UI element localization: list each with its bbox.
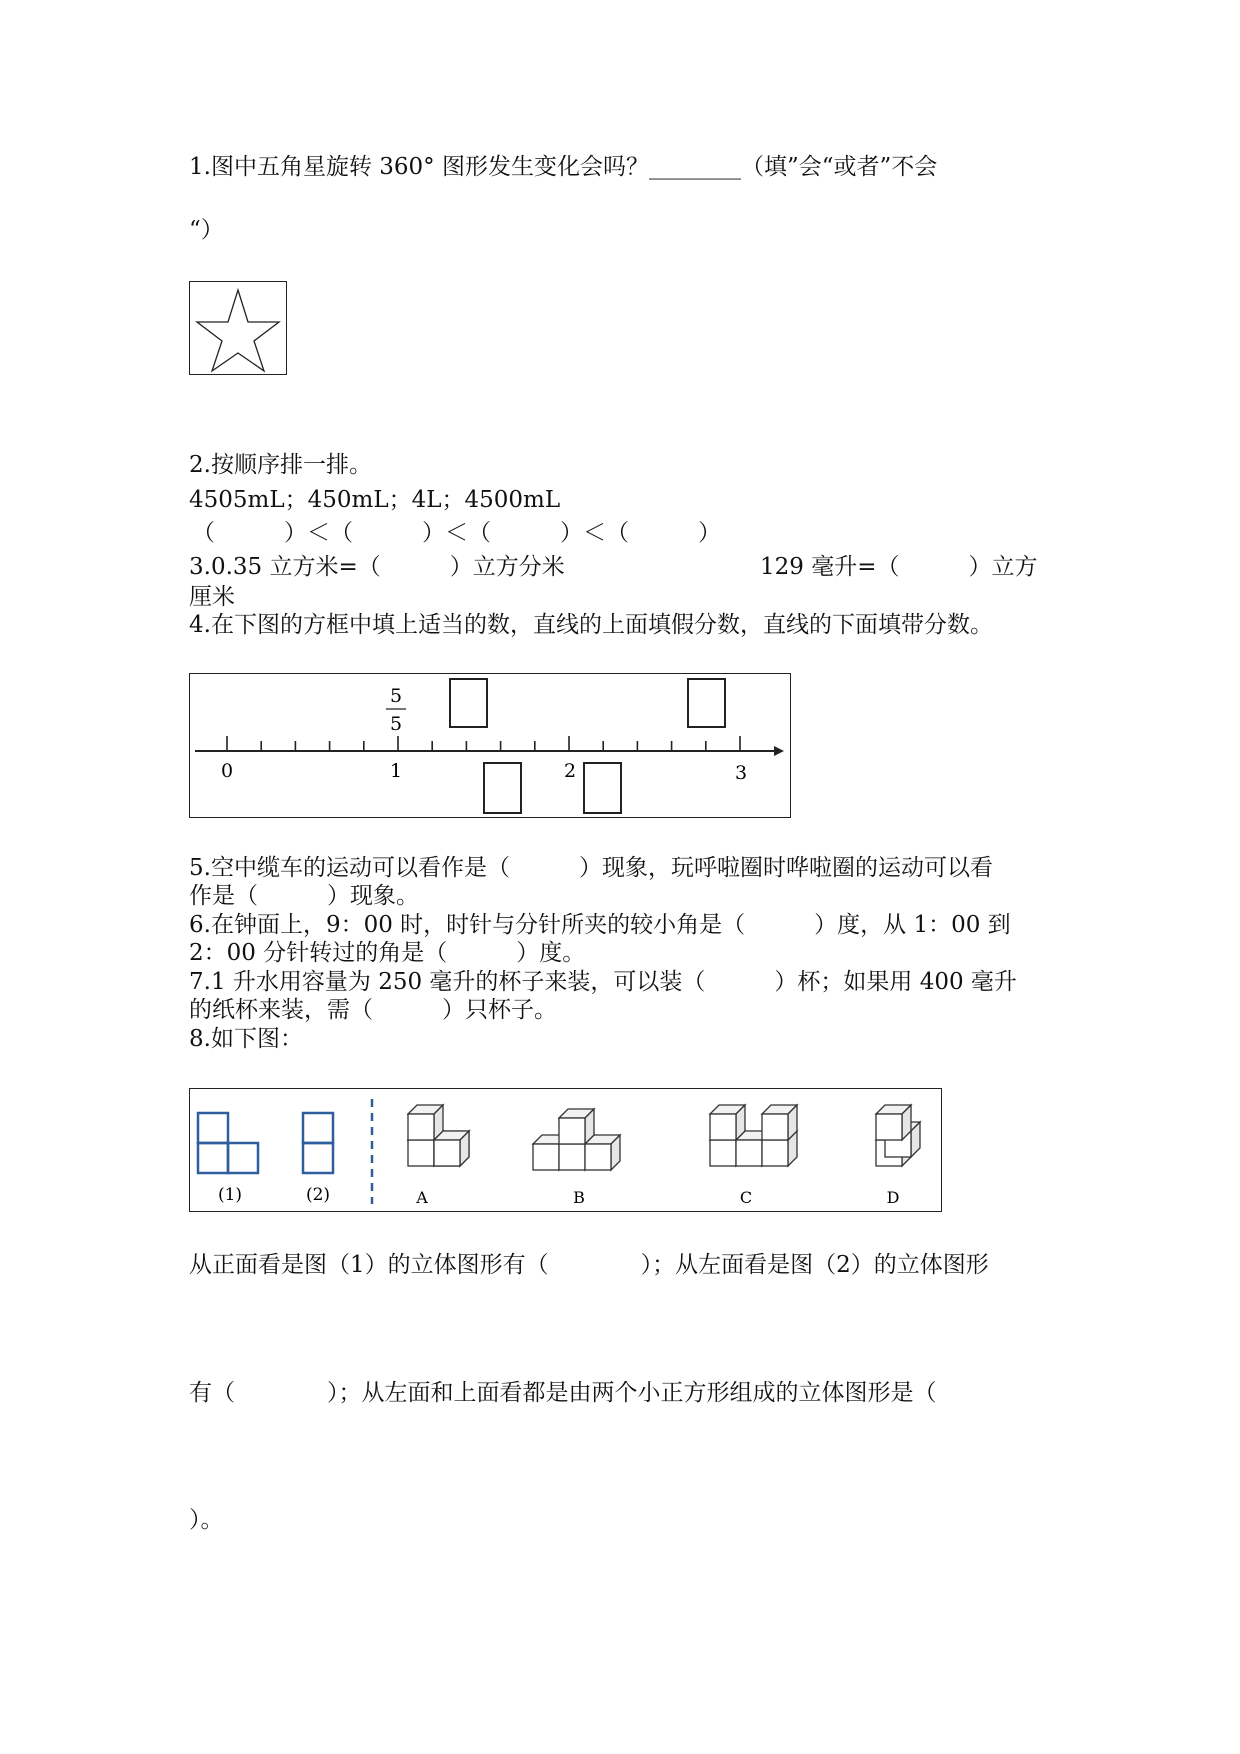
q7-line2: 的纸杯来装，需（ ）只杯子。 <box>189 997 557 1023</box>
q6-line1: 6.在钟面上，9：00 时，时针与分针所夹的较小角是（ ）度，从 1：00 到 <box>189 912 1011 938</box>
cube-b-3 <box>585 1135 620 1170</box>
q1-line1: 1.图中五角星旋转 360° 图形发生变化会吗？________（填”会“或者”不会 <box>189 154 938 180</box>
star-figure <box>189 281 287 375</box>
answer-box-lower-2[interactable] <box>584 763 621 813</box>
left-view-2 <box>303 1113 333 1173</box>
q8-para3: ）。 <box>189 1507 224 1533</box>
tick-label-2: 2 <box>563 760 577 782</box>
q2-title: 2.按顺序排一排。 <box>189 452 372 478</box>
cube-c-4 <box>710 1105 745 1140</box>
q8-title: 8.如下图： <box>189 1026 303 1052</box>
tick-label-3: 3 <box>734 762 748 784</box>
shape-label-a: A <box>416 1188 428 1207</box>
axis-ticks <box>227 736 740 751</box>
shape-label-b: B <box>573 1188 585 1207</box>
q8-para2: 有（ ）；从左面和上面看都是由两个小正方形组成的立体图形是（ <box>189 1380 937 1406</box>
answer-box-upper-2[interactable] <box>688 679 725 727</box>
q7-line1: 7.1 升水用容量为 250 毫升的杯子来装，可以装（ ）杯；如果用 400 毫升 <box>189 969 1017 995</box>
number-line-figure <box>189 673 791 818</box>
q5-line1: 5.空中缆车的运动可以看作是（ ）现象，玩呼啦圈时哗啦圈的运动可以看 <box>189 855 993 881</box>
tick-label-0: 0 <box>220 760 234 782</box>
view-label-1: (1) <box>217 1185 243 1205</box>
cube-c-5 <box>762 1105 797 1140</box>
answer-box-lower-1[interactable] <box>484 763 521 813</box>
q2-values: 4505mL；450mL；4L；4500mL <box>189 487 561 513</box>
cube-a-4 <box>434 1131 469 1166</box>
q3-line1-right: 129 毫升=（ ）立方 <box>760 554 1038 580</box>
shape-label-d: D <box>886 1188 900 1207</box>
front-view-1 <box>198 1113 258 1173</box>
star-icon <box>190 282 285 373</box>
view-label-2: (2) <box>305 1185 331 1205</box>
q5-line2: 作是（ ）现象。 <box>189 883 419 909</box>
shape-label-c: C <box>739 1188 753 1207</box>
cube-b-4 <box>559 1109 594 1144</box>
cube-a-3 <box>408 1105 443 1140</box>
solids-svg <box>190 1089 940 1210</box>
q3-line2: 厘米 <box>189 584 235 610</box>
q8-para1: 从正面看是图（1）的立体图形有（ ）；从左面看是图（2）的立体图形 <box>189 1252 989 1278</box>
tick-label-1: 1 <box>389 760 403 782</box>
q3-line1-left: 3.0.35 立方米=（ ）立方分米 <box>189 554 565 580</box>
solids-figure <box>189 1088 942 1212</box>
answer-box-upper-1[interactable] <box>450 679 487 727</box>
number-line-svg <box>190 674 789 816</box>
q1-line2: “） <box>189 217 224 243</box>
cube-d-3 <box>876 1105 911 1140</box>
q6-line2: 2：00 分针转过的角是（ ）度。 <box>189 940 586 966</box>
fraction-denominator: 5 <box>389 713 403 735</box>
fraction-numerator: 5 <box>389 685 403 707</box>
solids-group <box>408 1105 920 1170</box>
q4-text: 4.在下图的方框中填上适当的数，直线的上面填假分数，直线的下面填带分数。 <box>189 612 993 638</box>
q2-blanks: （ ）＜（ ）＜（ ）＜（ ） <box>192 520 721 546</box>
